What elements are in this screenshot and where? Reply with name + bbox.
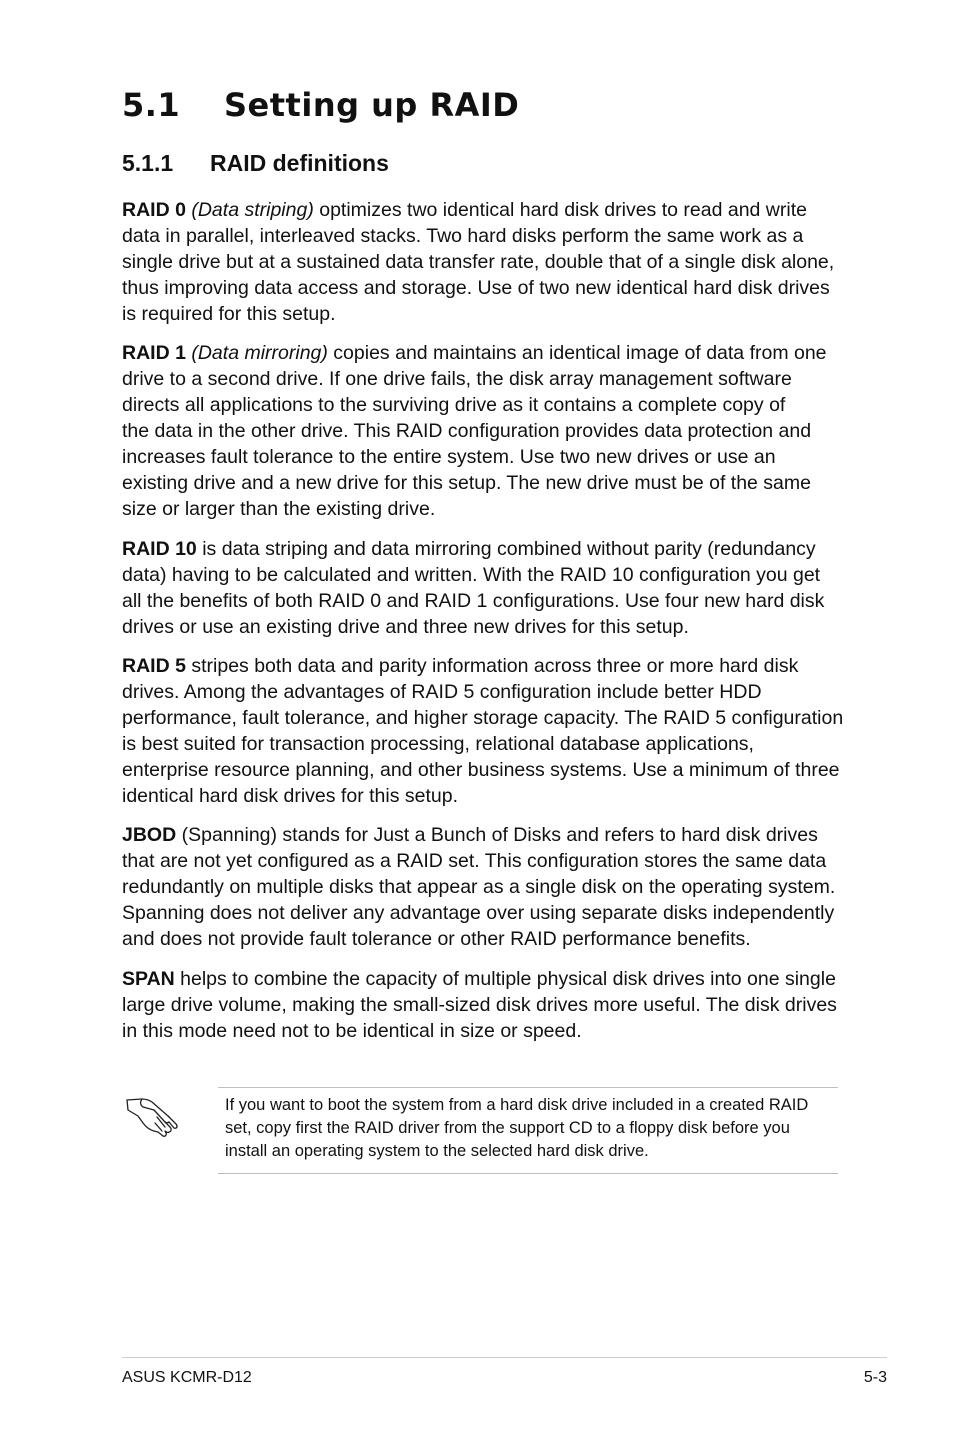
note-top-rule bbox=[218, 1087, 838, 1088]
span-text-line: in this mode need not to be identical in size or speed. bbox=[122, 1020, 582, 1042]
section-number: 5.1 bbox=[122, 86, 181, 124]
raid10-term: RAID 10 bbox=[122, 538, 197, 560]
raid5-text-line: enterprise resource planning, and other business systems. Use a minimum of three bbox=[122, 759, 840, 781]
raid1-term: RAID 1 bbox=[122, 342, 186, 364]
subsection-title: RAID definitions bbox=[210, 150, 389, 176]
raid10-paragraph bbox=[122, 536, 844, 640]
jbod-text-line: that are not yet configured as a RAID set. This configuration stores the same data bbox=[122, 850, 827, 872]
raid0-term: RAID 0 bbox=[122, 199, 186, 221]
note-line: If you want to boot the system from a hard disk drive included in a created RAID bbox=[225, 1096, 809, 1114]
raid5-paragraph bbox=[122, 653, 844, 809]
raid1-paragraph bbox=[122, 340, 844, 522]
jbod-paragraph bbox=[122, 822, 844, 952]
raid0-qualifier: (Data striping) bbox=[191, 199, 314, 221]
raid0-paragraph bbox=[122, 197, 844, 327]
raid0-text-line: thus improving data access and storage. Use of two new identical hard disk drives bbox=[122, 277, 830, 299]
raid5-text-line: performance, fault tolerance, and higher storage capacity. The RAID 5 configuration bbox=[122, 707, 844, 729]
span-text-line: helps to combine the capacity of multiple physical disk drives into one single bbox=[174, 968, 836, 990]
section-heading bbox=[122, 86, 519, 124]
span-paragraph bbox=[122, 966, 844, 1044]
raid10-text-line: drives or use an existing drive and three new drives for this setup. bbox=[122, 616, 689, 638]
hand-pointer-icon bbox=[124, 1090, 180, 1138]
raid10-text-line: is data striping and data mirroring combined without parity (redundancy bbox=[196, 538, 816, 560]
raid10-text-line: all the benefits of both RAID 0 and RAID 1 configurations. Use four new hard disk bbox=[122, 590, 825, 612]
note-text bbox=[225, 1094, 845, 1163]
section-title: Setting up RAID bbox=[224, 86, 520, 124]
raid5-text-line: drives. Among the advantages of RAID 5 configuration include better HDD bbox=[122, 681, 762, 703]
jbod-text-line: redundantly on multiple disks that appear as a single disk on the operating system. bbox=[122, 876, 836, 898]
span-text-line: large drive volume, making the small-sized disk drives more useful. The disk drives bbox=[122, 994, 837, 1016]
footer-rule bbox=[122, 1357, 887, 1358]
raid1-text-line: existing drive and a new drive for this setup. The new drive must be of the same bbox=[122, 472, 811, 494]
raid0-text-line: is required for this setup. bbox=[122, 303, 336, 325]
jbod-term: JBOD bbox=[122, 824, 177, 846]
raid5-term: RAID 5 bbox=[122, 655, 186, 677]
jbod-text-line: and does not provide fault tolerance or other RAID performance benefits. bbox=[122, 928, 751, 950]
raid10-text-line: data) having to be calculated and written. With the RAID 10 configuration you get bbox=[122, 564, 821, 586]
jbod-text-line: Spanning does not deliver any advantage over using separate disks independently bbox=[122, 902, 835, 924]
raid5-text-line: stripes both data and parity information across three or more hard disk bbox=[185, 655, 799, 677]
raid5-text-line: identical hard disk drives for this setup. bbox=[122, 785, 458, 807]
subsection-heading bbox=[122, 150, 389, 177]
raid0-text-line: data in parallel, interleaved stacks. Two hard disks perform the same work as a bbox=[122, 225, 804, 247]
raid1-text-line: directs all applications to the surviving drive as it contains a complete copy of bbox=[122, 394, 786, 416]
raid5-text-line: is best suited for transaction processing, relational database applications, bbox=[122, 733, 754, 755]
span-term: SPAN bbox=[122, 968, 175, 990]
raid0-text-line: single drive but at a sustained data transfer rate, double that of a single disk alone, bbox=[122, 251, 835, 273]
note-bottom-rule bbox=[218, 1173, 838, 1174]
jbod-text-line: (Spanning) stands for Just a Bunch of Disks and refers to hard disk drives bbox=[176, 824, 818, 846]
raid1-text-line: drive to a second drive. If one drive fails, the disk array management software bbox=[122, 368, 792, 390]
raid1-qualifier: (Data mirroring) bbox=[191, 342, 328, 364]
note-line: set, copy first the RAID driver from the support CD to a floppy disk before you bbox=[225, 1119, 790, 1137]
footer-product-name: ASUS KCMR-D12 bbox=[122, 1369, 252, 1386]
subsection-number: 5.1.1 bbox=[122, 150, 174, 176]
footer-page-number: 5-3 bbox=[863, 1369, 887, 1386]
raid1-text-line: the data in the other drive. This RAID configuration provides data protection and bbox=[122, 420, 812, 442]
raid1-text-line: size or larger than the existing drive. bbox=[122, 498, 436, 520]
raid1-text-line: increases fault tolerance to the entire system. Use two new drives or use an bbox=[122, 446, 776, 468]
raid1-text-line: copies and maintains an identical image of data from one bbox=[327, 342, 827, 364]
note-line: install an operating system to the selected hard disk drive. bbox=[225, 1142, 649, 1160]
raid0-text-line: optimizes two identical hard disk drives to read and write bbox=[313, 199, 807, 221]
